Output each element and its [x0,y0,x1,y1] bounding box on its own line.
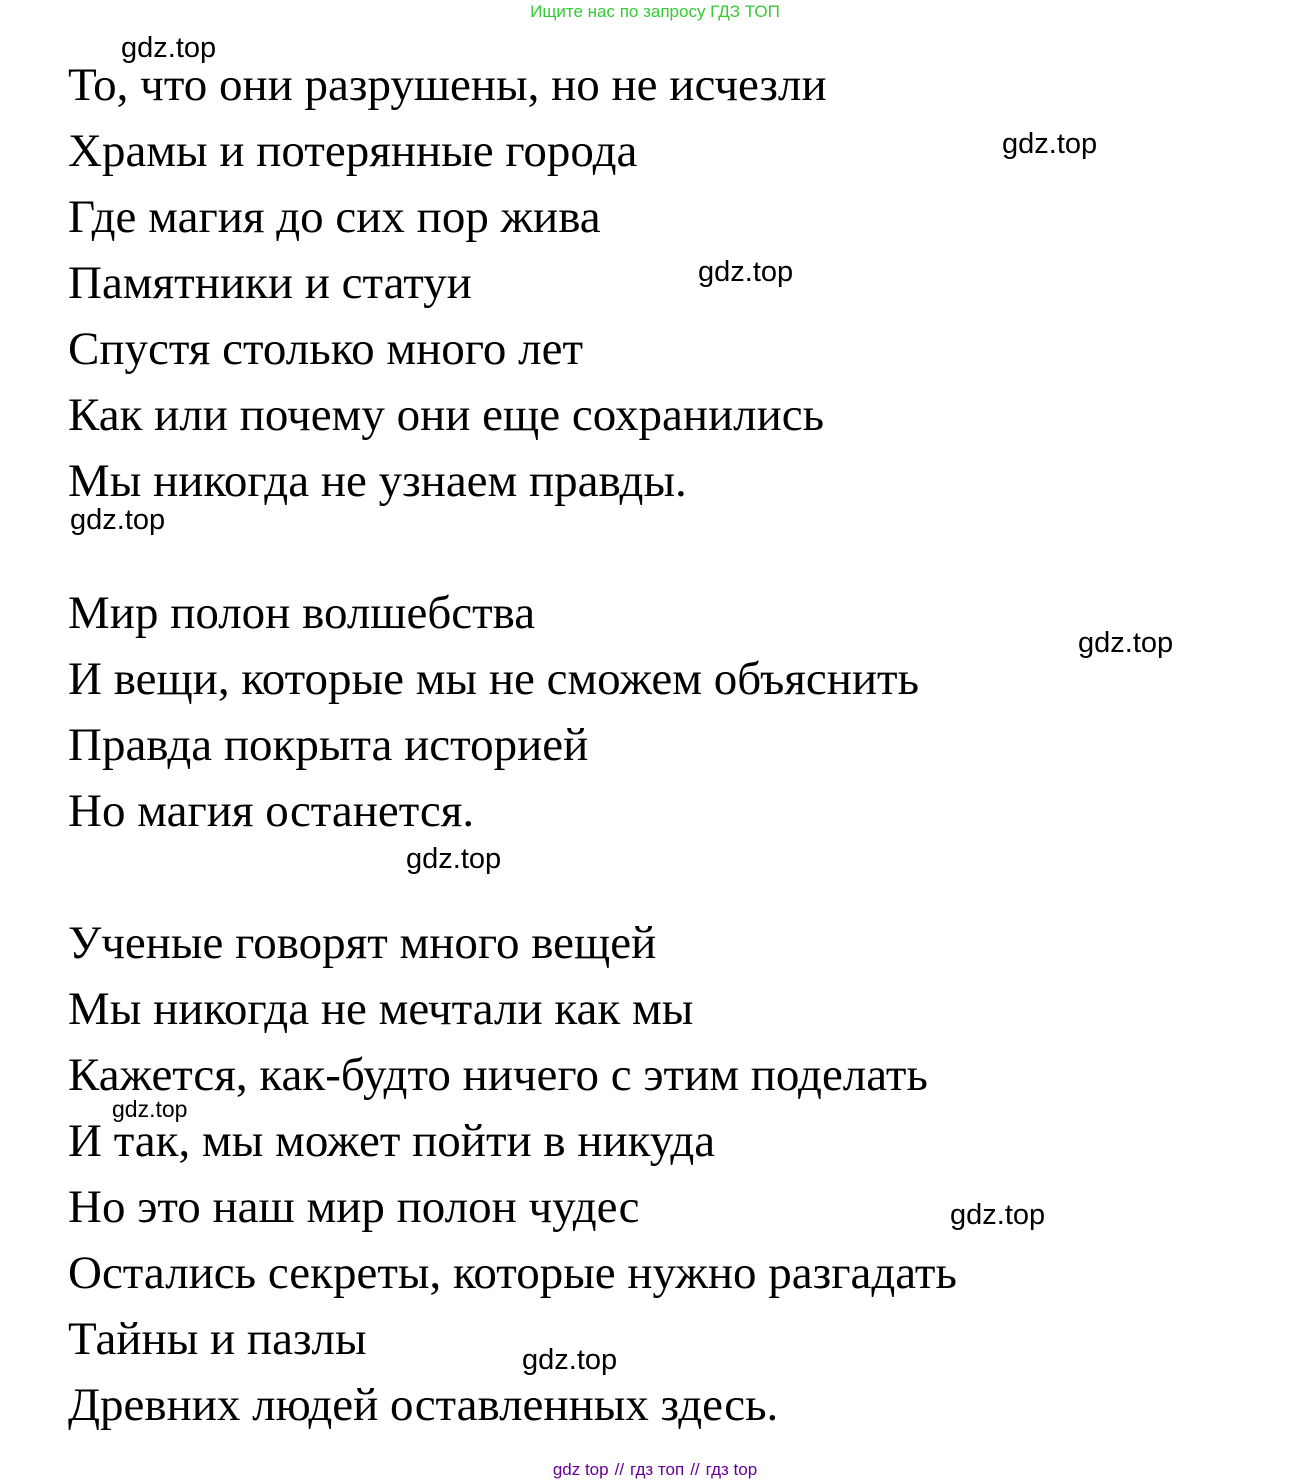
verse-line: И так, мы может пойти в никуда [68,1115,716,1167]
watermark: gdz.top [70,504,166,536]
verse-line: Мы никогда не узнаем правды. [68,455,687,507]
verse-line: Тайны и пазлы [68,1313,367,1365]
watermark: gdz.top [121,32,217,64]
verse-line: Храмы и потерянные города [68,125,638,177]
watermark: gdz.top [406,843,502,875]
watermark: gdz.top [1002,128,1098,160]
verse-line: Но это наш мир полон чудес [68,1181,640,1233]
footer-link-gdz-top[interactable]: gdz top [552,1460,609,1479]
watermark: gdz.top [950,1199,1046,1231]
verse-line: Ученые говорят много вещей [68,917,657,969]
verse-line: Но магия останется. [68,785,475,837]
verse-line: Мы никогда не мечтали как мы [68,983,694,1035]
footer-link-gdz-top-mixed[interactable]: гдз top [705,1460,758,1479]
verse-line: То, что они разрушены, но не исчезли [68,59,827,111]
watermark: gdz.top [112,1096,188,1122]
watermark: gdz.top [1078,627,1174,659]
verse-line: Мир полон волшебства [68,587,536,639]
verse-line: Правда покрыта историей [68,719,589,771]
footer-links [0,1460,1310,1480]
verse-line: Кажется, как-будто ничего с этим поделать [68,1049,928,1101]
footer-link-gdz-top-ru[interactable]: гдз топ [630,1460,685,1479]
verse-line: Древних людей оставленных здесь. [68,1379,779,1431]
verse-line: Где магия до сих пор жива [68,191,601,243]
watermark: gdz.top [522,1344,618,1376]
verse-line: Спустя столько много лет [68,323,584,375]
watermark: gdz.top [698,256,794,288]
verse-line: Памятники и статуи [68,257,472,309]
verse-line: Как или почему они еще сохранились [68,389,825,441]
footer-separator: // [690,1460,700,1479]
footer-separator: // [614,1460,625,1479]
verse-line: И вещи, которые мы не сможем объяснить [68,653,920,705]
verse-line: Остались секреты, которые нужно разгадать [68,1247,957,1299]
search-hint-link[interactable]: Ищите нас по запросу ГДЗ ТОП [530,2,780,21]
